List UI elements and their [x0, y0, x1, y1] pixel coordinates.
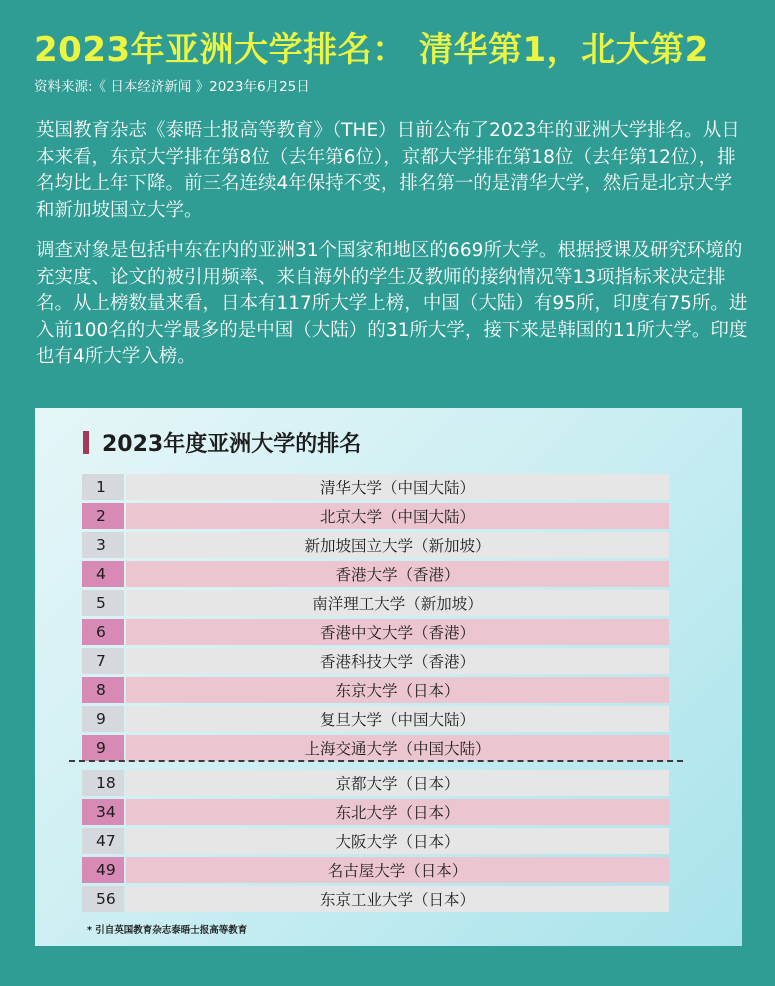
- university-name: 东京大学（日本）: [126, 677, 669, 703]
- rank-number: 34: [82, 799, 124, 825]
- rank-number: 56: [82, 886, 124, 912]
- university-name: 新加坡国立大学（新加坡）: [126, 532, 669, 558]
- table-row: [82, 828, 669, 854]
- title-accent-bar: [83, 431, 89, 454]
- table-row: [82, 735, 669, 761]
- university-name: 东京工业大学（日本）: [126, 886, 669, 912]
- source-line: 资料来源:《 日本经济新闻 》2023年6月25日: [34, 79, 310, 95]
- university-name: 大阪大学（日本）: [126, 828, 669, 854]
- rank-number: 9: [82, 706, 124, 732]
- university-name: 名古屋大学（日本）: [126, 857, 669, 883]
- table-row: [82, 474, 669, 500]
- rank-number: 8: [82, 677, 124, 703]
- table-row: [82, 886, 669, 912]
- rank-number: 9: [82, 735, 124, 761]
- table-row: [82, 561, 669, 587]
- ranking-table-japan: [82, 770, 669, 915]
- table-row: [82, 677, 669, 703]
- table-row: [82, 590, 669, 616]
- article-paragraph-1: 英国教育杂志《泰晤士报高等教育》（THE）日前公布了2023年的亚洲大学排名。从日本来看，东京大学排在第8位（去年第6位），京都大学排在第18位（去年第12位），排名均比上年下降。前三名连续4年保持不变，排名第一的是清华大学，然后是北京大学和新加坡国立大学。: [36, 120, 740, 221]
- university-name: 香港大学（香港）: [126, 561, 669, 587]
- ranking-table-top: [82, 474, 669, 764]
- university-name: 北京大学（中国大陆）: [126, 503, 669, 529]
- rank-number: 18: [82, 770, 124, 796]
- university-name: 香港中文大学（香港）: [126, 619, 669, 645]
- ranking-card: [35, 408, 742, 946]
- table-row: [82, 770, 669, 796]
- rank-number: 4: [82, 561, 124, 587]
- table-row: [82, 532, 669, 558]
- dashed-divider: [69, 760, 683, 762]
- page-title: 2023年亚洲大学排名： 清华第1，北大第2: [34, 30, 709, 70]
- university-name: 香港科技大学（香港）: [126, 648, 669, 674]
- ranking-title: [83, 427, 361, 458]
- rank-number: 5: [82, 590, 124, 616]
- rank-number: 47: [82, 828, 124, 854]
- rank-number: 2: [82, 503, 124, 529]
- university-name: 清华大学（中国大陆）: [126, 474, 669, 500]
- university-name: 上海交通大学（中国大陆）: [126, 735, 669, 761]
- rank-number: 6: [82, 619, 124, 645]
- university-name: 南洋理工大学（新加坡）: [126, 590, 669, 616]
- table-row: [82, 619, 669, 645]
- rank-number: 3: [82, 532, 124, 558]
- table-row: [82, 706, 669, 732]
- rank-number: 1: [82, 474, 124, 500]
- rank-number: 7: [82, 648, 124, 674]
- table-row: [82, 857, 669, 883]
- footnote: * 引自英国教育杂志泰晤士报高等教育: [87, 925, 248, 936]
- rank-number: 49: [82, 857, 124, 883]
- table-row: [82, 648, 669, 674]
- university-name: 京都大学（日本）: [126, 770, 669, 796]
- university-name: 复旦大学（中国大陆）: [126, 706, 669, 732]
- article-paragraph-2: 调查对象是包括中东在内的亚洲31个国家和地区的669所大学。根据授课及研究环境的充实度、论文的被引用频率、来自海外的学生及教师的接纳情况等13项指标来决定排名。从上榜数量来看，日本有117所大学上榜，中国（大陆）有95所，印度有75所。进入前100名的大学最多的是中国（大陆）的31所大学，接下来是韩国的11所大学。印度也有4所大学入榜。: [36, 240, 748, 367]
- table-row: [82, 799, 669, 825]
- university-name: 东北大学（日本）: [126, 799, 669, 825]
- ranking-title-text: 2023年度亚洲大学的排名: [102, 432, 362, 457]
- table-row: [82, 503, 669, 529]
